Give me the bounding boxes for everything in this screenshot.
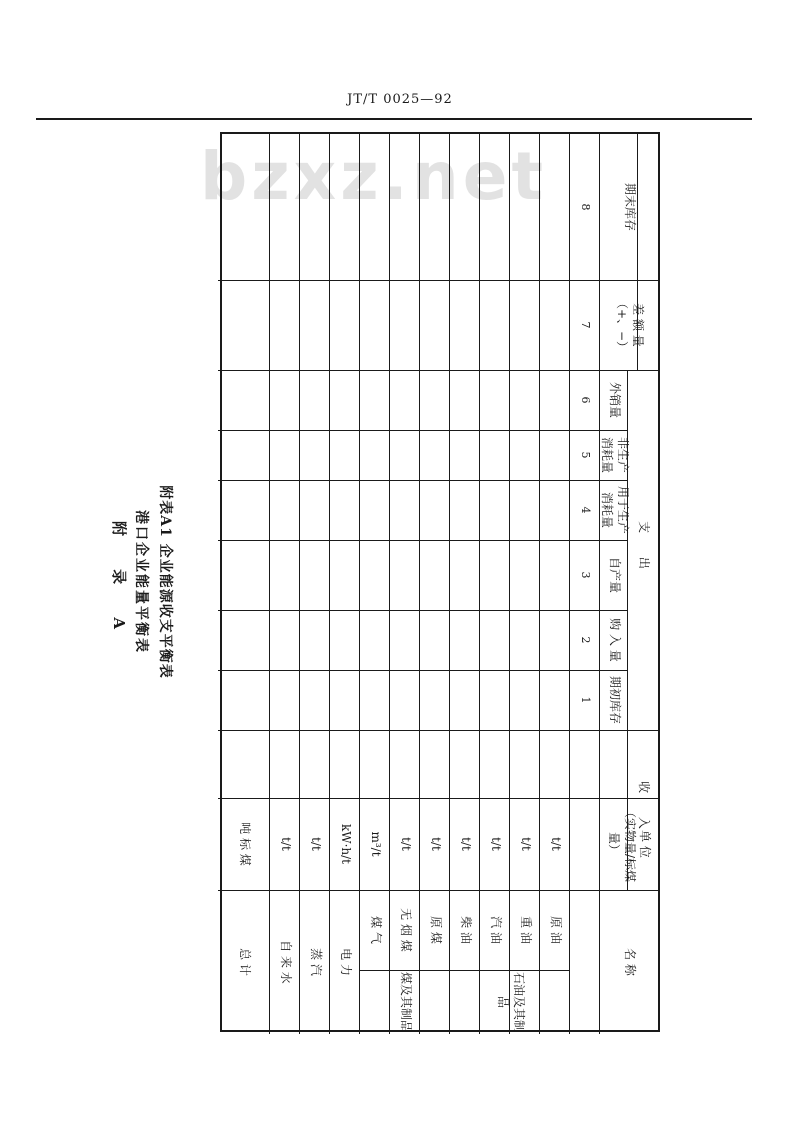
energy-balance-table [220, 132, 660, 1032]
col-divider [218, 670, 628, 671]
sub-header-sales: 外销量 [607, 381, 622, 418]
main-title: 港口企业能量平衡表 [133, 510, 149, 654]
col-divider [218, 540, 628, 541]
row-name-total: 总 计 [237, 948, 252, 976]
appendix-title: 附 录 A [110, 520, 128, 644]
row-name: 蒸 汽 [308, 948, 323, 976]
document-code: JT/T 0025—92 [347, 92, 453, 107]
row-unit: t/t [428, 837, 443, 851]
row-unit-total: 吨 标 煤 [237, 822, 252, 866]
unit-header: 单 位 （实物量/标煤量） [607, 805, 653, 883]
sub-header-purchase: 购 入 量 [607, 618, 622, 662]
column-number: 8 [579, 203, 593, 211]
row-name: 柴 油 [458, 916, 473, 944]
column-number: 3 [579, 571, 593, 579]
name-header: 名 称 [622, 948, 637, 976]
row-unit: t/t [398, 837, 413, 851]
column-number: 2 [579, 636, 593, 644]
col-divider [218, 430, 628, 431]
watermark: bzxz.net [200, 138, 548, 215]
row-unit: t/t [518, 837, 533, 851]
group-divider [360, 970, 570, 971]
row-name: 原 煤 [428, 916, 443, 944]
diff-header: 差 额 量 （+、−） [615, 296, 645, 354]
sub-header-stock-start: 期初库存 [607, 675, 622, 724]
col-divider [218, 480, 628, 481]
column-number: 7 [579, 321, 593, 329]
rotated-page-content [110, 132, 660, 1033]
header-rule [36, 118, 752, 120]
row-unit: t/t [548, 837, 563, 851]
col-divider [218, 610, 628, 611]
column-number: 6 [579, 396, 593, 404]
row-name: 自 来 水 [278, 940, 293, 984]
sub-header-non-production-use: 非生产消耗量 [600, 436, 630, 473]
row-unit: t/t [308, 837, 323, 851]
row-unit: t/t [458, 837, 473, 851]
expense-group-header: 支 出 [636, 521, 651, 579]
income-group-header: 收 入 [636, 781, 651, 839]
row-name: 汽 油 [488, 916, 503, 944]
column-number: 1 [579, 696, 593, 704]
row-unit: m³/t [368, 831, 383, 857]
col-divider [218, 730, 658, 731]
row-name: 电 力 [338, 948, 353, 976]
row-unit: t/t [488, 837, 503, 851]
stock-end-header: 期末库存 [622, 182, 637, 231]
row-name: 煤 气 [368, 916, 383, 944]
row-name: 无 烟 煤 [398, 908, 413, 952]
column-number: 5 [579, 451, 593, 459]
sub-header-production-use: 用于生产消耗量 [600, 485, 630, 534]
group-label-coal: 煤及其制品 [398, 972, 413, 1033]
row-unit: t/t [278, 837, 293, 851]
table-title: 附表A1 企业能源收支平衡表 [157, 485, 173, 679]
row-unit: kW·h/t [338, 823, 353, 864]
row-name: 原 油 [548, 916, 563, 944]
row-name: 重 油 [518, 916, 533, 944]
column-number: 4 [579, 506, 593, 514]
group-label-oil: 石油及其制品 [496, 972, 526, 1033]
sub-header-self-produced: 自产量 [607, 556, 622, 593]
